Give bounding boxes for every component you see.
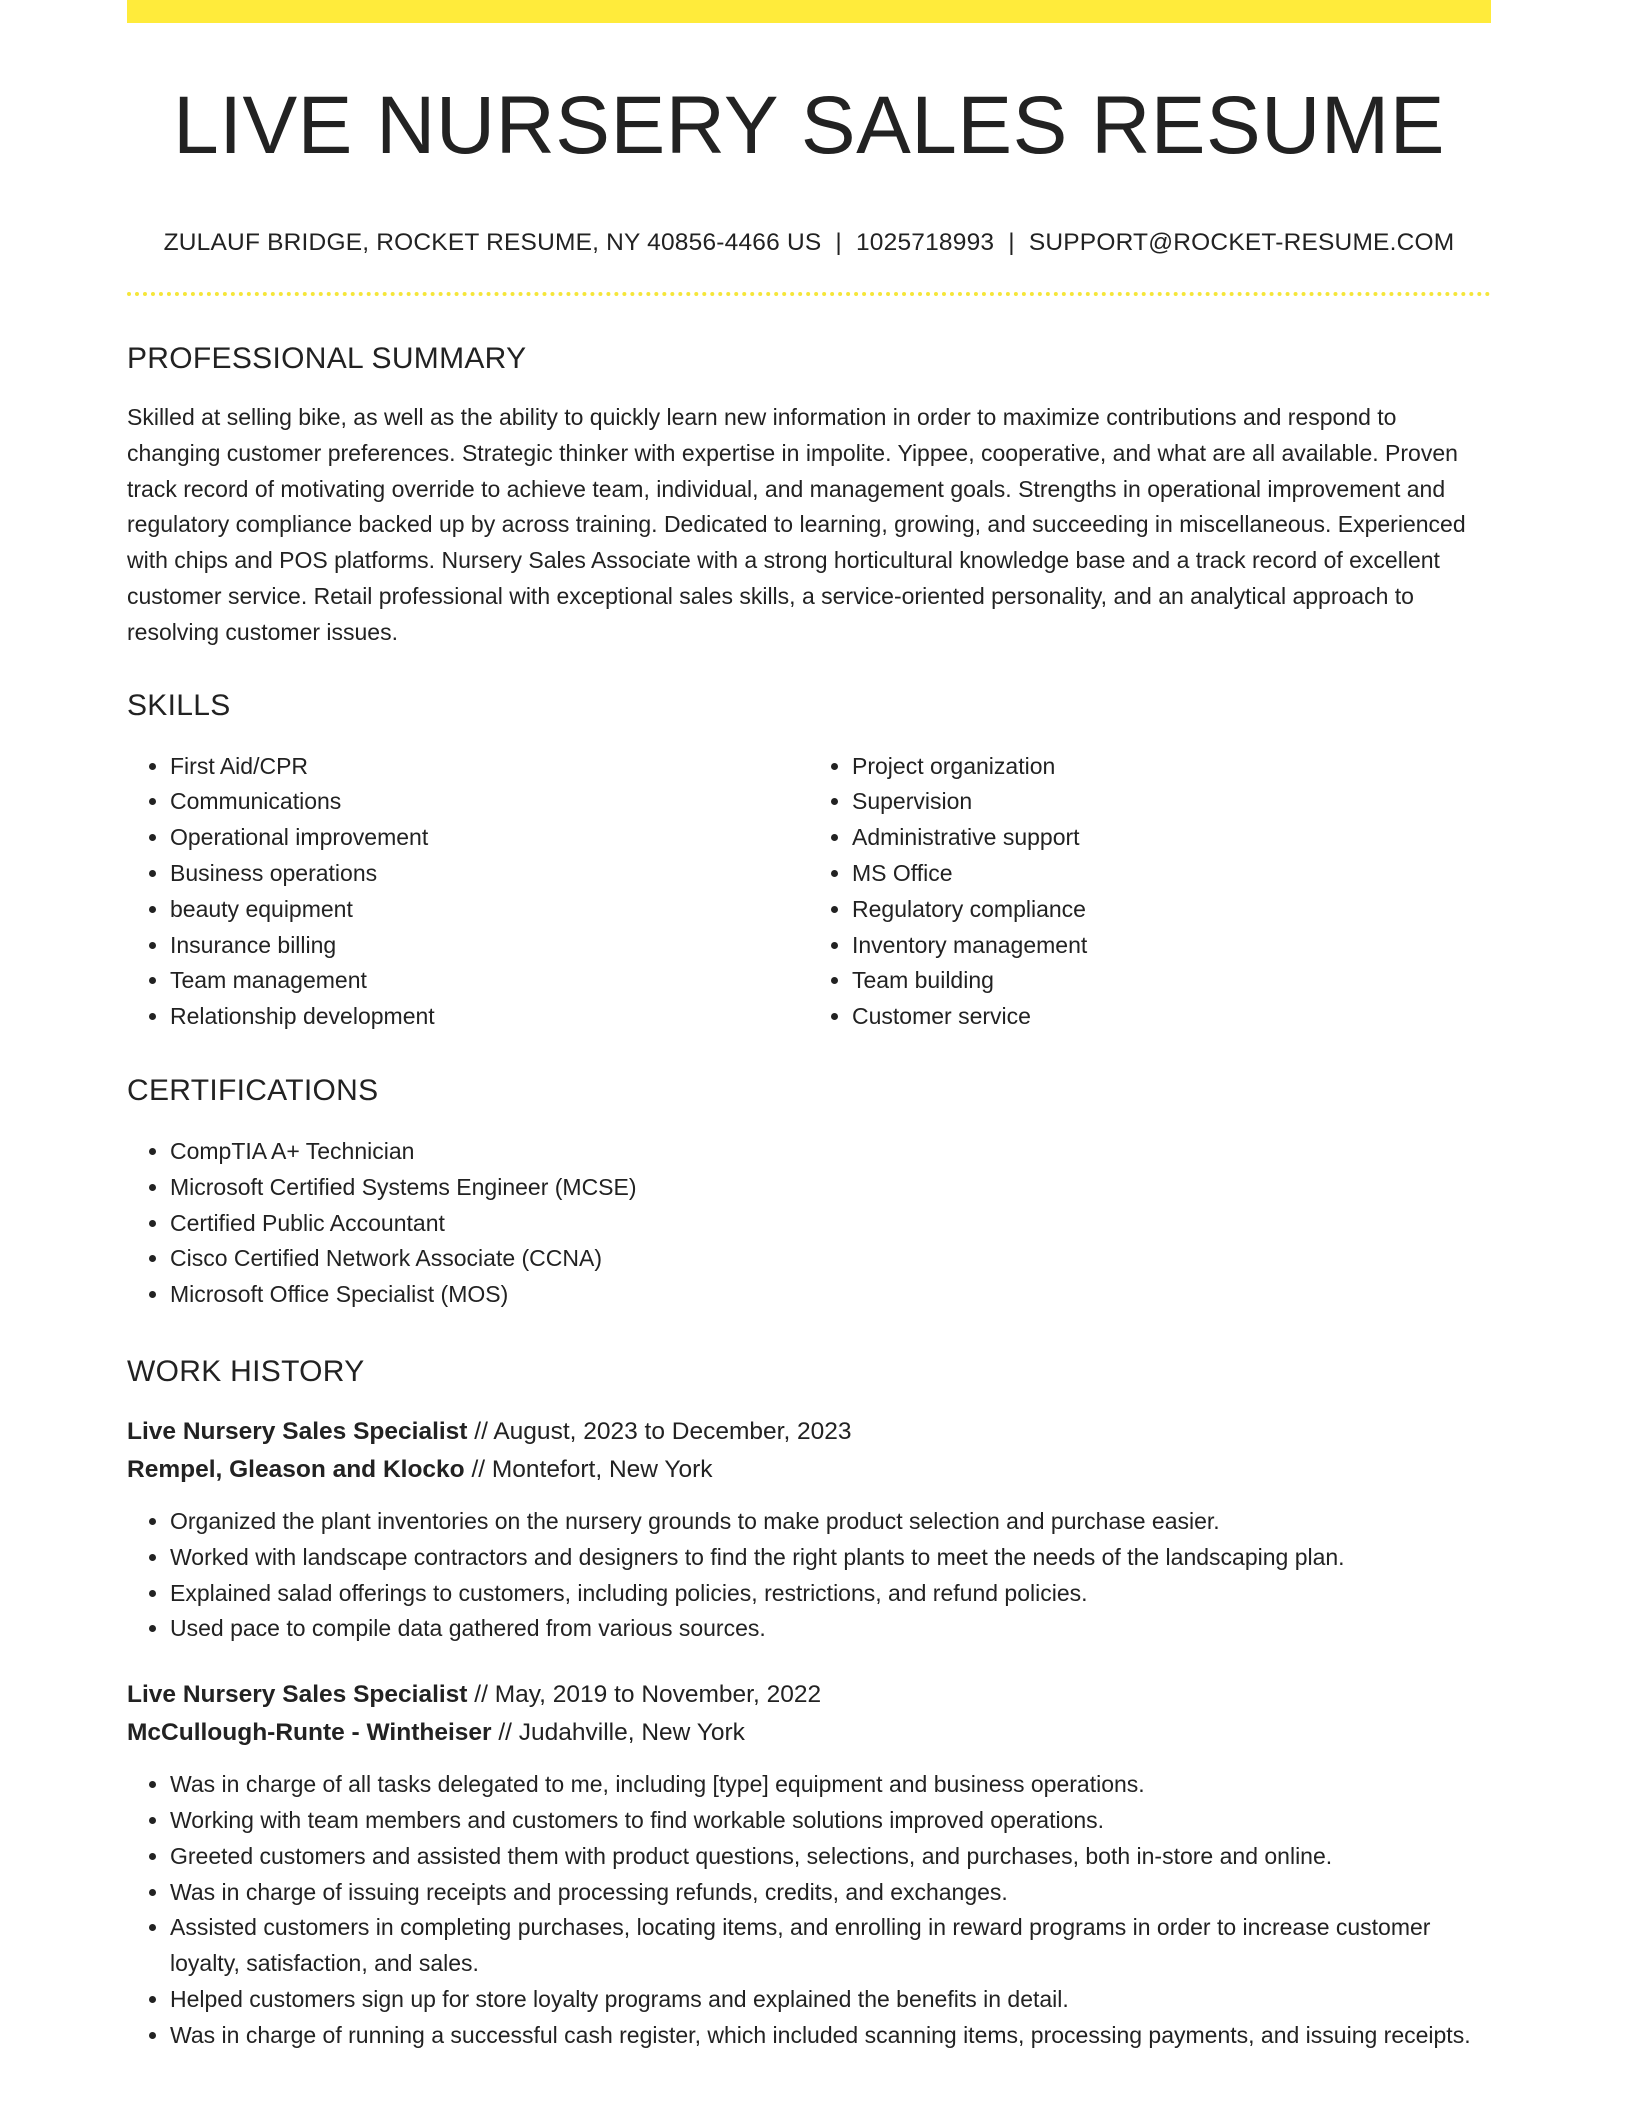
skill-item: • Supervision [852, 784, 1491, 820]
contact-address: ZULAUF BRIDGE, ROCKET RESUME, NY 40856-4466 US [163, 229, 822, 256]
skills-left-list [127, 749, 809, 1035]
skill-item: • Customer service [852, 999, 1491, 1035]
job-bullet: • Assisted customers in completing purchases, locating items, and enrolling in reward programs in order to increase customer loyalty, satisfaction, and sales. [170, 1910, 1491, 1982]
skill-item: • Team building [852, 963, 1491, 999]
top-accent-bar [127, 0, 1491, 23]
contact-email: SUPPORT@ROCKET-RESUME.COM [1028, 229, 1455, 256]
job-bullet: • Was in charge of all tasks delegated to me, including [type] equipment and business operations. [170, 1767, 1491, 1803]
contact-line [127, 229, 1491, 257]
job-entry [127, 1676, 1491, 1752]
skill-item: • beauty equipment [170, 892, 809, 928]
certification-item: • Certified Public Accountant [170, 1206, 1491, 1242]
skill-item: • Relationship development [170, 999, 809, 1035]
dotted-divider [127, 292, 1491, 296]
job-title: Live Nursery Sales Specialist [127, 1417, 468, 1445]
skills-columns [127, 749, 1491, 1035]
job-company-line [127, 1714, 1491, 1752]
job-bullet: • Worked with landscape contractors and designers to find the right plants to meet the needs of the landscaping plan. [170, 1540, 1491, 1576]
job-dates: // August, 2023 to December, 2023 [467, 1417, 852, 1445]
job-company: McCullough-Runte - Wintheiser [127, 1719, 492, 1747]
job-bullets [127, 1767, 1491, 2053]
skill-item: • Project organization [852, 749, 1491, 785]
skill-item: • Inventory management [852, 928, 1491, 964]
certifications-list [127, 1134, 1491, 1313]
certification-item: • Microsoft Office Specialist (MOS) [170, 1277, 1491, 1313]
skill-item: • First Aid/CPR [170, 749, 809, 785]
skill-item: • MS Office [852, 856, 1491, 892]
job-bullet: • Organized the plant inventories on the nursery grounds to make product selection and purchase easier. [170, 1504, 1491, 1540]
work-history-heading: WORK HISTORY [127, 1354, 365, 1388]
job-location: // Judahville, New York [491, 1719, 745, 1747]
certification-item: • CompTIA A+ Technician [170, 1134, 1491, 1170]
job-title: Live Nursery Sales Specialist [127, 1681, 468, 1709]
certifications-heading: CERTIFICATIONS [127, 1073, 379, 1107]
job-bullet: • Helped customers sign up for store loyalty programs and explained the benefits in detail. [170, 1982, 1491, 2018]
contact-phone: 1025718993 [855, 229, 995, 256]
job-bullet: • Working with team members and customers to find workable solutions improved operations. [170, 1803, 1491, 1839]
job-bullet: • Greeted customers and assisted them with product questions, selections, and purchases, both in-store and online. [170, 1839, 1491, 1875]
summary-text: Skilled at selling bike, as well as the ability to quickly learn new information in order to maximize contributions and respond to changing customer preferences. Strategic thinker with expertise in impolite. Yippee, cooperative, and what are all available. Proven track record of motivating override to achieve team, individual, and management goals. Strengths in operational improvement and regulatory compliance backed up by across training. Dedicated to learning, growing, and succeeding in miscellaneous. Experienced with chips and POS platforms. Nursery Sales Associate with a strong horticultural knowledge base and a track record of excellent customer service. Retail professional with exceptional sales skills, a service-oriented personality, and an analytical approach to resolving customer issues. [127, 404, 1466, 645]
job-dates: // May, 2019 to November, 2022 [467, 1681, 822, 1709]
contact-separator: | [1008, 229, 1015, 256]
resume-page [127, 0, 1491, 2054]
skills-heading: SKILLS [127, 688, 231, 722]
job-company-line [127, 1451, 1491, 1489]
certification-item: • Cisco Certified Network Associate (CCNA) [170, 1241, 1491, 1277]
job-bullet: • Used pace to compile data gathered from various sources. [170, 1611, 1491, 1647]
job-bullet: • Was in charge of issuing receipts and processing refunds, credits, and exchanges. [170, 1875, 1491, 1911]
skills-right-list [809, 749, 1491, 1035]
job-bullets [127, 1504, 1491, 1647]
job-entry [127, 1413, 1491, 1489]
skill-item: • Team management [170, 963, 809, 999]
skill-item: • Administrative support [852, 820, 1491, 856]
resume-title: LIVE NURSERY SALES RESUME [173, 80, 1445, 171]
job-title-line [127, 1413, 1491, 1451]
certification-item: • Microsoft Certified Systems Engineer (MCSE) [170, 1170, 1491, 1206]
skill-item: • Communications [170, 784, 809, 820]
skill-item: • Regulatory compliance [852, 892, 1491, 928]
skill-item: • Business operations [170, 856, 809, 892]
skill-item: • Operational improvement [170, 820, 809, 856]
job-bullet: • Explained salad offerings to customers, including policies, restrictions, and refund policies. [170, 1576, 1491, 1612]
contact-separator: | [835, 229, 842, 256]
skill-item: • Insurance billing [170, 928, 809, 964]
job-bullet: • Was in charge of running a successful cash register, which included scanning items, processing payments, and issuing receipts. [170, 2018, 1491, 2054]
job-company: Rempel, Gleason and Klocko [127, 1455, 465, 1483]
job-location: // Montefort, New York [464, 1455, 713, 1483]
job-title-line [127, 1676, 1491, 1714]
summary-heading: PROFESSIONAL SUMMARY [127, 342, 527, 375]
